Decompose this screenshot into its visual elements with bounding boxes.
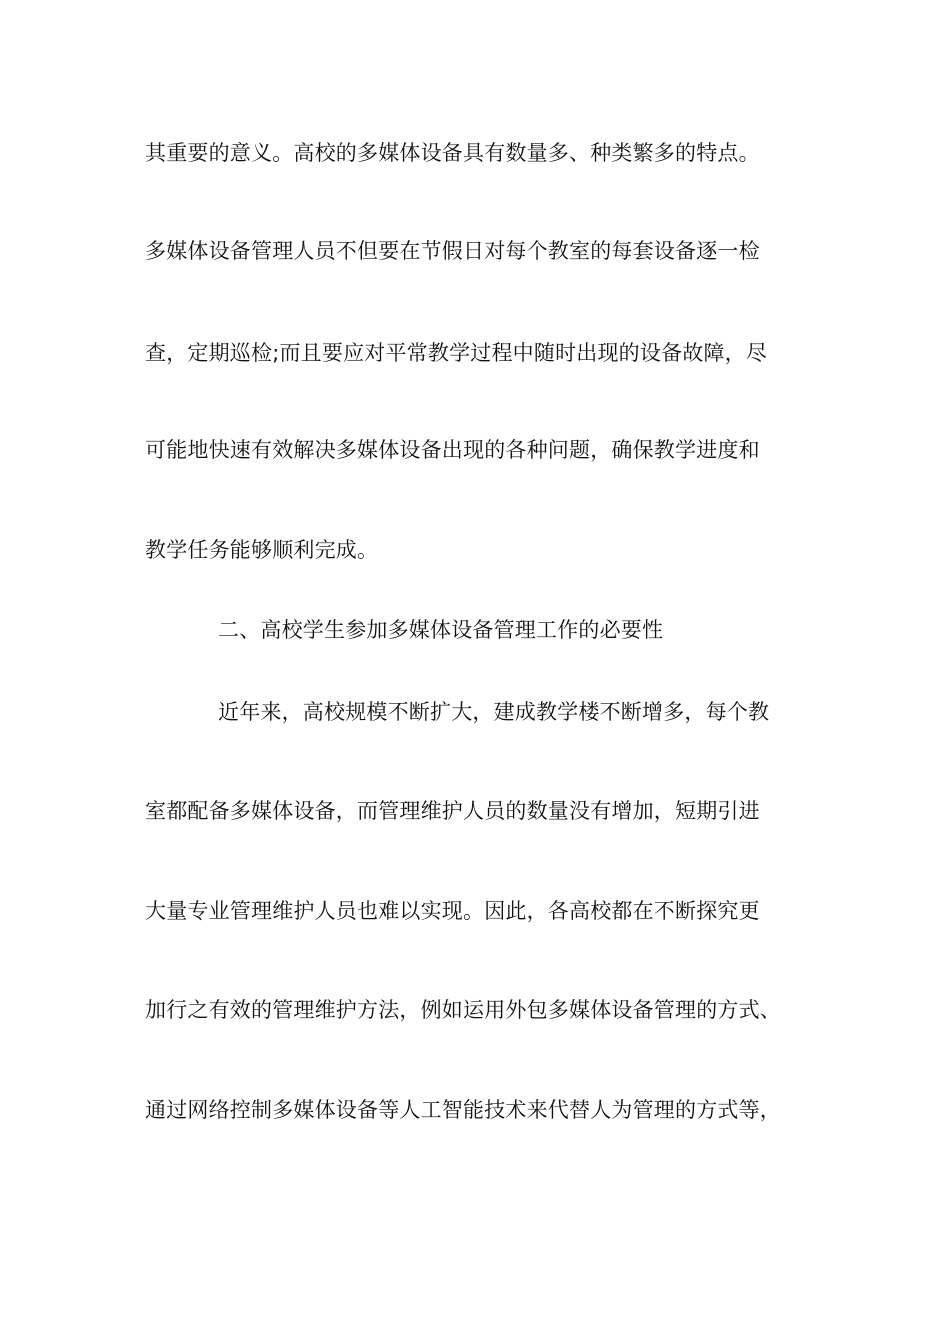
paragraph-line: 大量专业管理维护人员也难以实现。因此，各高校都在不断探究更 xyxy=(145,899,760,923)
paragraph-line: 近年来，高校规模不断扩大，建成教学楼不断增多，每个教 xyxy=(218,700,770,724)
paragraph-line: 教学任务能够顺利完成。 xyxy=(145,538,379,562)
paragraph-line: 加行之有效的管理维护方法，例如运用外包多媒体设备管理的方式、 xyxy=(145,998,781,1022)
paragraph-line: 查，定期巡检;而且要应对平常教学过程中随时出现的设备故障，尽 xyxy=(145,341,768,365)
paragraph-line: 可能地快速有效解决多媒体设备出现的各种问题，确保教学进度和 xyxy=(145,438,760,462)
paragraph-line: 室都配备多媒体设备，而管理维护人员的数量没有增加，短期引进 xyxy=(145,799,760,823)
paragraph-line: 通过网络控制多媒体设备等人工智能技术来代替人为管理的方式等， xyxy=(145,1098,781,1122)
paragraph-line: 多媒体设备管理人员不但要在节假日对每个教室的每套设备逐一检 xyxy=(145,239,760,263)
section-heading: 二、高校学生参加多媒体设备管理工作的必要性 xyxy=(218,618,664,642)
paragraph-line: 其重要的意义。高校的多媒体设备具有数量多、种类繁多的特点。 xyxy=(145,141,760,165)
